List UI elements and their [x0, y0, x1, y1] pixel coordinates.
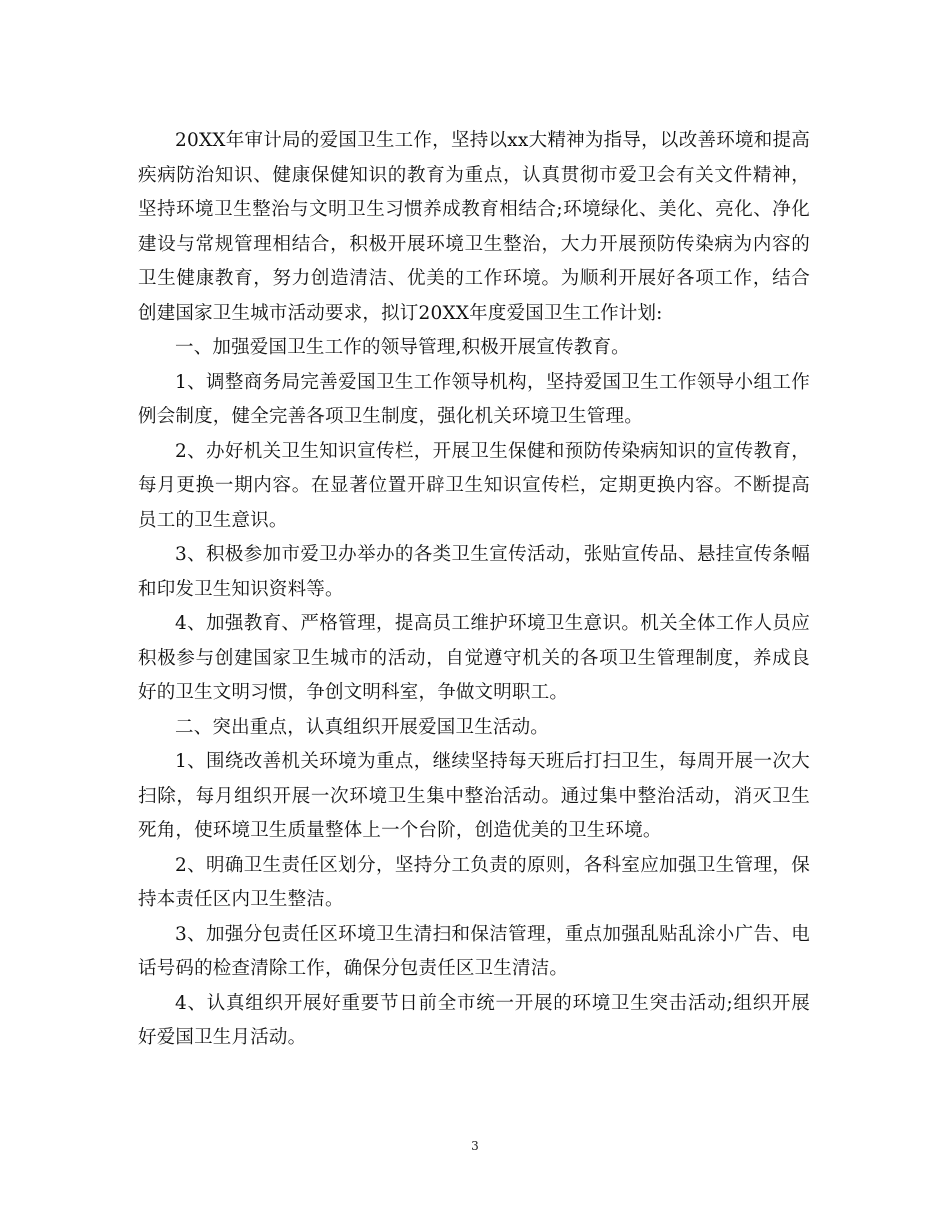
- section-2-item-2: 2、明确卫生责任区划分，坚持分工负责的原则，各科室应加强卫生管理，保持本责任区内卫生整洁。: [138, 854, 810, 910]
- document-body: [138, 124, 810, 1056]
- section-heading-2: 二、突出重点，认真组织开展爱国卫生活动。: [175, 716, 550, 738]
- section-1-item-3: 3、积极参加市爱卫办举办的各类卫生宣传活动，张贴宣传品、悬挂宣传条幅和印发卫生知识资料等。: [138, 544, 810, 600]
- section-2-item-4: 4、认真组织开展好重要节日前全市统一开展的环境卫生突击活动;组织开展好爱国卫生月活动。: [138, 992, 810, 1048]
- section-2-item-3: 3、加强分包责任区环境卫生清扫和保洁管理，重点加强乱贴乱涂小广告、电话号码的检查清除工作，确保分包责任区卫生清洁。: [138, 923, 810, 979]
- section-2-item-1: 1、围绕改善机关环境为重点，继续坚持每天班后打扫卫生，每周开展一次大扫除，每月组织开展一次环境卫生集中整治活动。通过集中整治活动，消灭卫生死角，使环境卫生质量整体上一个台阶，创造优美的卫生环境。: [138, 751, 810, 841]
- intro-paragraph: 20XX年审计局的爱国卫生工作，坚持以xx大精神为指导，以改善环境和提高疾病防治知识、健康保健知识的教育为重点，认真贯彻市爱卫会有关文件精神，坚持环境卫生整治与文明卫生习惯养成教育相结合;环境绿化、美化、亮化、净化建设与常规管理相结合，积极开展环境卫生整治，大力开展预防传染病为内容的卫生健康教育，努力创造清洁、优美的工作环境。为顺利开展好各项工作，结合创建国家卫生城市活动要求，拟订20XX年度爱国卫生工作计划:: [138, 130, 810, 324]
- section-1-item-1: 1、调整商务局完善爱国卫生工作领导机构，坚持爱国卫生工作领导小组工作例会制度，健全完善各项卫生制度，强化机关环境卫生管理。: [138, 371, 810, 427]
- page-number: 3: [471, 1139, 479, 1153]
- section-heading-1: 一、加强爱国卫生工作的领导管理,积极开展宣传教育。: [175, 337, 630, 358]
- section-1-item-2: 2、办好机关卫生知识宣传栏，开展卫生保健和预防传染病知识的宣传教育，每月更换一期内容。在显著位置开辟卫生知识宣传栏，定期更换内容。不断提高员工的卫生意识。: [138, 440, 810, 531]
- section-1-item-4: 4、加强教育、严格管理，提高员工维护环境卫生意识。机关全体工作人员应积极参与创建国家卫生城市的活动，自觉遵守机关的各项卫生管理制度，养成良好的卫生文明习惯，争创文明科室，争做文明职工。: [138, 613, 810, 703]
